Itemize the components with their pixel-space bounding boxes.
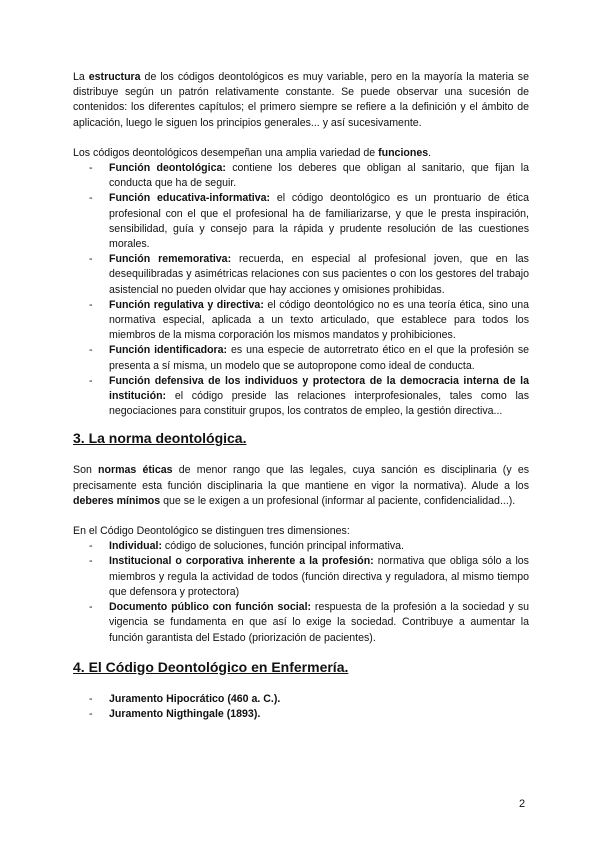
section-3-heading: 3. La norma deontológica.	[73, 430, 247, 447]
oaths-list	[73, 692, 529, 722]
list-item: - Función educativa-informativa: el código deontológico es un prontuario de ética profesional con el que el profesional ha de familiarizarse, y que le presta inspiración, sensibilidad, guía y consejo para la rápida y prudente resolución de las cuestiones morales.	[89, 192, 529, 251]
section-4-heading: 4. El Código Deontológico en Enfermería.	[73, 658, 349, 675]
page-number: 2	[519, 798, 526, 810]
list-item: - Función defensiva de los individuos y protectora de la democracia interna de la institución: el código preside las relaciones interprofesionales, tales como las negociaciones para constituir grupos, los contratos de empleo, la gestión directiva...	[89, 374, 529, 418]
dimensions-intro: En el Código Deontológico se distinguen tres dimensiones:	[73, 525, 350, 538]
list-item: - Función deontológica: contiene los deberes que obligan al sanitario, que fijan la conducta que ha de seguir.	[89, 162, 529, 190]
list-item: - Juramento Nigthingale (1893).	[89, 707, 261, 720]
list-item: - Individual: código de soluciones, función principal informativa.	[89, 540, 404, 553]
list-item: - Documento público con función social: respuesta de la profesión a la sociedad y su vigencia se fundamenta en que así lo exige la sociedad. Contribuye a aumentar la función garantista del Estado (priorización de pacientes).	[89, 601, 530, 644]
list-item: - Función regulativa y directiva: el código deontológico no es una teoría ética, sino una normativa especial, aplicada a un texto articulado, que establece para todos los miembros de la misma corporación los mismos mandatos y prohibiciones.	[89, 298, 529, 342]
dimensions-list	[73, 539, 529, 645]
keyword-estructura: estructura	[88, 71, 141, 83]
intro-paragraph-functions: Los códigos deontológicos desempeñan una amplia variedad de funciones.	[73, 146, 432, 159]
list-item: - Función identificadora: es una especie de autorretrato ético en el que la profesión se presenta a sí misma, un modelo que se autopropone como ideal de conducta.	[89, 344, 530, 372]
section-3-paragraph: Son normas éticas de menor rango que las legales, cuya sanción es disciplinaria (y es precisamente esta función disciplinaria la que mantiene en vigor la normativa). Alude a los deberes mínimos que se le exigen a un profesional (informar al paciente, confidencialidad...).	[73, 464, 530, 507]
list-item: - Institucional o corporativa inherente a la profesión: normativa que obliga sólo a los miembros y regula la actividad de todos (función directiva y reguladora, al mismo tiempo que defensora y protectora)	[89, 555, 529, 598]
document-page	[73, 70, 529, 722]
intro-paragraph-structure: La estructura de los códigos deontológicos es muy variable, pero en la mayoría la materia se distribuye según un patrón relativamente constante. Se puede observar una sucesión de contenidos: los diferentes capítulos; el primero siempre se refiere a la definición y el ámbito de aplicación, luego le siguen los principios generales... y así sucesivamente.	[73, 71, 529, 129]
list-item: - Juramento Hipocrático (460 a. C.).	[89, 692, 281, 705]
keyword-funciones: funciones	[378, 146, 429, 159]
functions-list	[73, 161, 529, 419]
list-item: - Función rememorativa: recuerda, en especial al profesional joven, que en las desequilibradas y asimétricas relaciones con sus pacientes o con los gestores del trabajo asistencial no pueden olvidar que hay acciones y omisiones prohibidas.	[89, 253, 529, 296]
